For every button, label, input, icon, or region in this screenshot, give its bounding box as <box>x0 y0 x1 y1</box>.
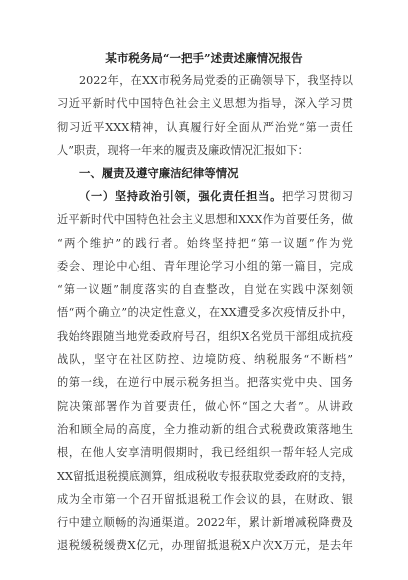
body-line: 治和顾全局的高度，全力推动新的组合式税费政策落地生 <box>57 422 353 436</box>
section1-paragraph <box>57 185 353 558</box>
body-line: 行中建立顺畅的沟通渠道。2022年，累计新增减税降费及 <box>57 516 353 530</box>
section-heading: 一、履责及遵守廉洁纪律等情况 <box>79 166 239 180</box>
body-line: XX留抵退税摸底测算，组成税收专报获取党委政府的支持， <box>57 469 353 483</box>
body-line: 战队，坚守在社区防控、边境防疫、纳税服务“不断档” <box>57 353 353 367</box>
first-line-rest: 把学习贯彻习 <box>282 190 353 203</box>
body-line: 根，在他人安享清明假期时，我已经组织一帮年轻人完成 <box>57 446 353 460</box>
intro-paragraph <box>57 69 353 162</box>
body-line: 院决策部署作为首要责任，做心怀“国之大者”。从讲政 <box>57 399 353 413</box>
sub-heading: （一）坚持政治引领，强化责任担当。 <box>79 189 283 203</box>
body-line: 委会、理论中心组、青年理论学习小组的第一篇目，完成 <box>57 259 353 273</box>
intro-line: 彻习近平XXX精神，认真履行好全面从严治党“第一责任 <box>57 120 353 134</box>
intro-line: 习近平新时代中国特色社会主义思想为指导，深入学习贯 <box>57 97 353 111</box>
body-line: 悟“两个确立”的决定性意义，在XX遭受多次疫情反扑中， <box>57 306 353 320</box>
body-line: 成为全市第一个召开留抵退税工作会议的县，在财政、银 <box>57 492 353 506</box>
section1-first-line <box>57 185 353 208</box>
body-line: 的第一线，在逆行中展示税务担当。把落实党中央、国务 <box>57 376 353 390</box>
body-line: “两个维护”的践行者。始终坚持把“第一议题”作为党 <box>57 236 353 250</box>
body-line: 退税缓税缓费X亿元，办理留抵退税X户次X万元，是去年 <box>57 539 353 553</box>
document-title: 某市税务局“一把手”述责述廉情况报告 <box>105 51 303 65</box>
body-line: 近平新时代中国特色社会主义思想和XXX作为首要任务，做 <box>57 213 353 227</box>
body-line: “第一议题”制度落实的自查整改，自觉在实践中深刻领 <box>57 283 353 297</box>
intro-line: 2022年，在XX市税务局党委的正确领导下，我坚持以 <box>79 74 353 87</box>
intro-line: 人”职责，现将一年来的履责及廉政情况汇报如下： <box>57 143 309 157</box>
body-line: 我始终跟随当地党委政府号召，组织X名党员干部组成抗疫 <box>57 329 353 343</box>
